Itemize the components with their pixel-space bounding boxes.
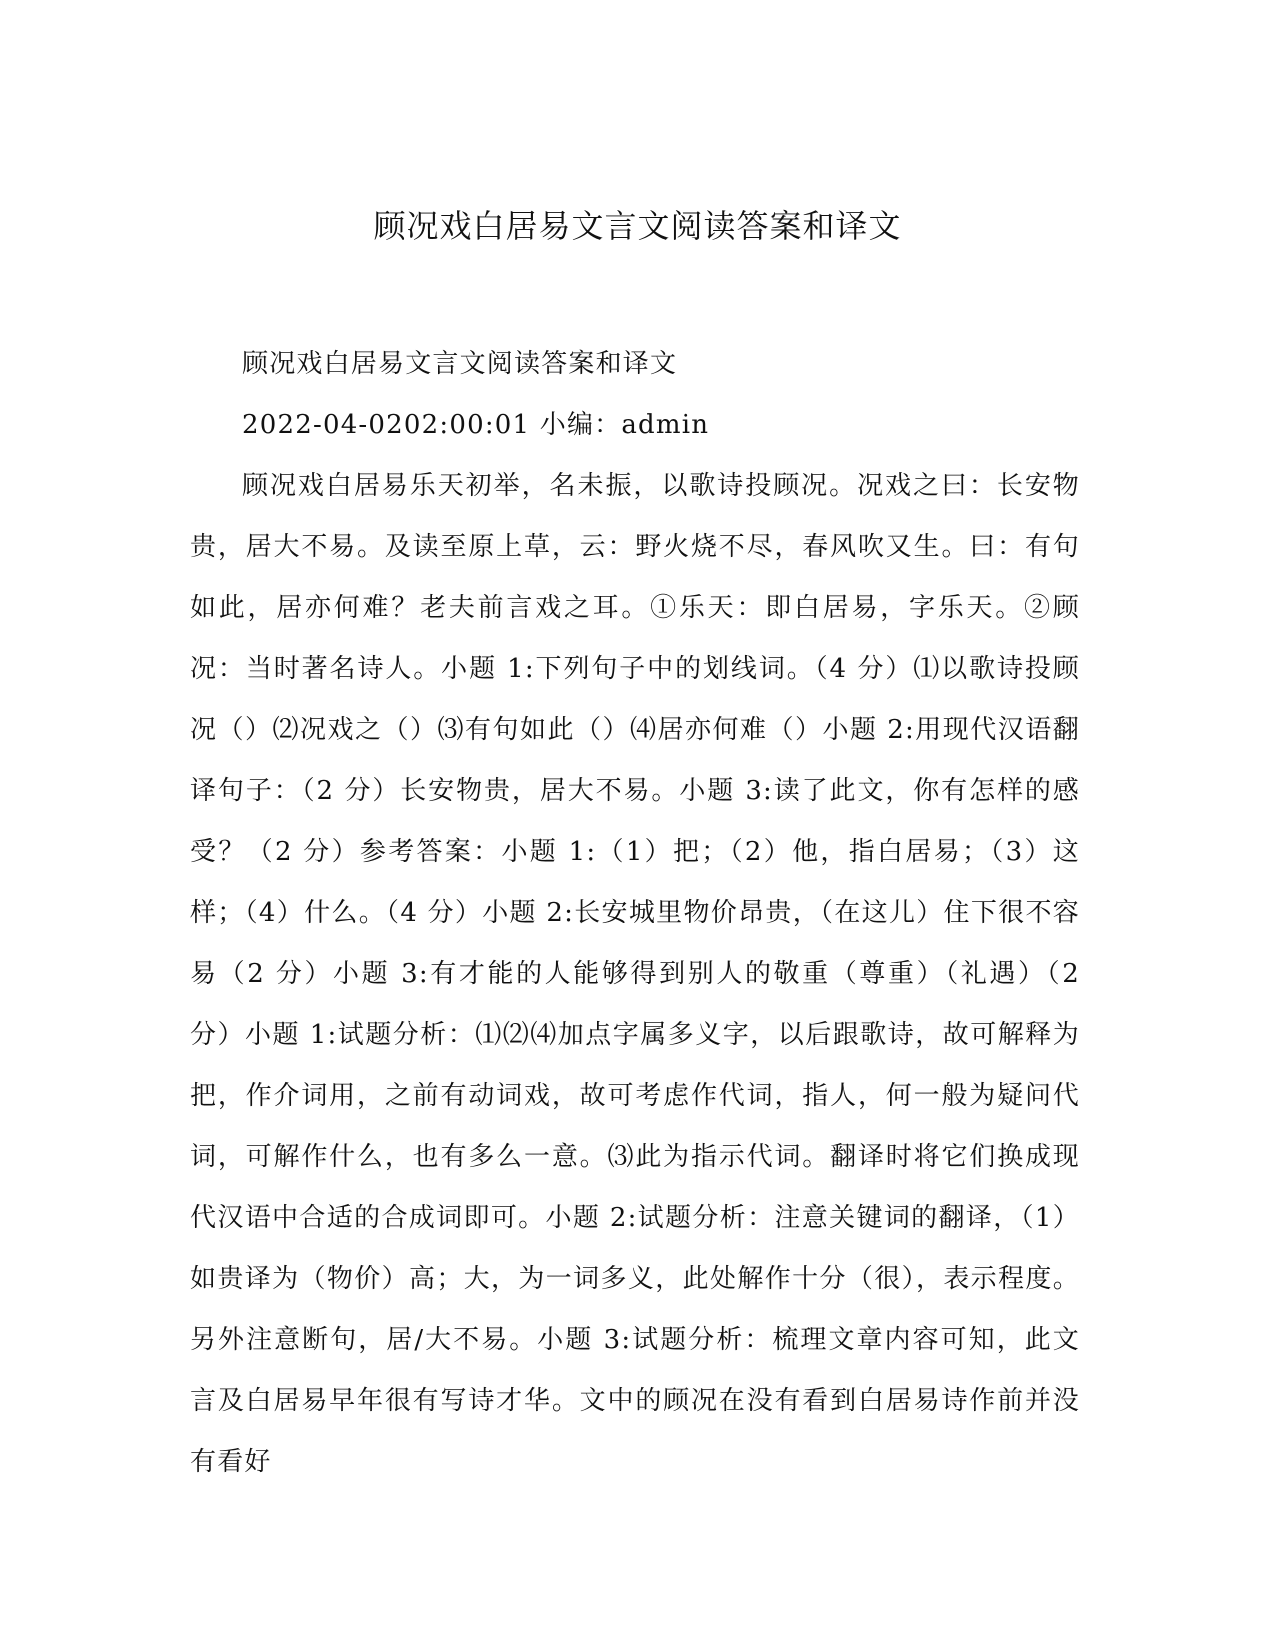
document-body xyxy=(190,334,1080,1493)
article-meta: 2022-04-0202:00:01 小编：admin xyxy=(242,410,710,440)
article-heading: 顾况戏白居易文言文阅读答案和译文 xyxy=(242,349,678,379)
document-title: 顾况戏白居易文言文阅读答案和译文 xyxy=(373,207,902,245)
article-paragraph: 顾况戏白居易乐天初举，名未振，以歌诗投顾况。况戏之曰：长安物贵，居大不易。及读至原上草，云：野火烧不尽，春风吹又生。曰：有句如此，居亦何难？老夫前言戏之耳。①乐天：即白居易，字乐天。②顾况：当时著名诗人。小题 1:下列句子中的划线词。（4 分）⑴以歌诗投顾况（）⑵况戏之（）⑶有句如此（）⑷居亦何难（）小题 2:用现代汉语翻译句子：（2 分）长安物贵，居大不易。小题 3:读了此文，你有怎样的感受？（2 分）参考答案：小题 1:（1）把；（2）他，指白居易；（3）这样；（4）什么。（4 分）小题 2:长安城里物价昂贵，（在这儿）住下很不容易（2 分）小题 3:有才能的人能够得到别人的敬重（尊重）（礼遇）（2 分）小题 1:试题分析：⑴⑵⑷加点字属多义字，以后跟歌诗，故可解释为把，作介词用，之前有动词戏，故可考虑作代词，指人，何一般为疑问代词，可解作什么，也有多么一意。⑶此为指示代词。翻译时将它们换成现代汉语中合适的合成词即可。小题 2:试题分析：注意关键词的翻译，（1）如贵译为（物价）高；大，为一词多义，此处解作十分（很），表示程度。另外注意断句，居/大不易。小题 3:试题分析：梳理文章内容可知，此文言及白居易早年很有写诗才华。文中的顾况在没有看到白居易诗作前并没有看好 xyxy=(190,471,1080,1477)
